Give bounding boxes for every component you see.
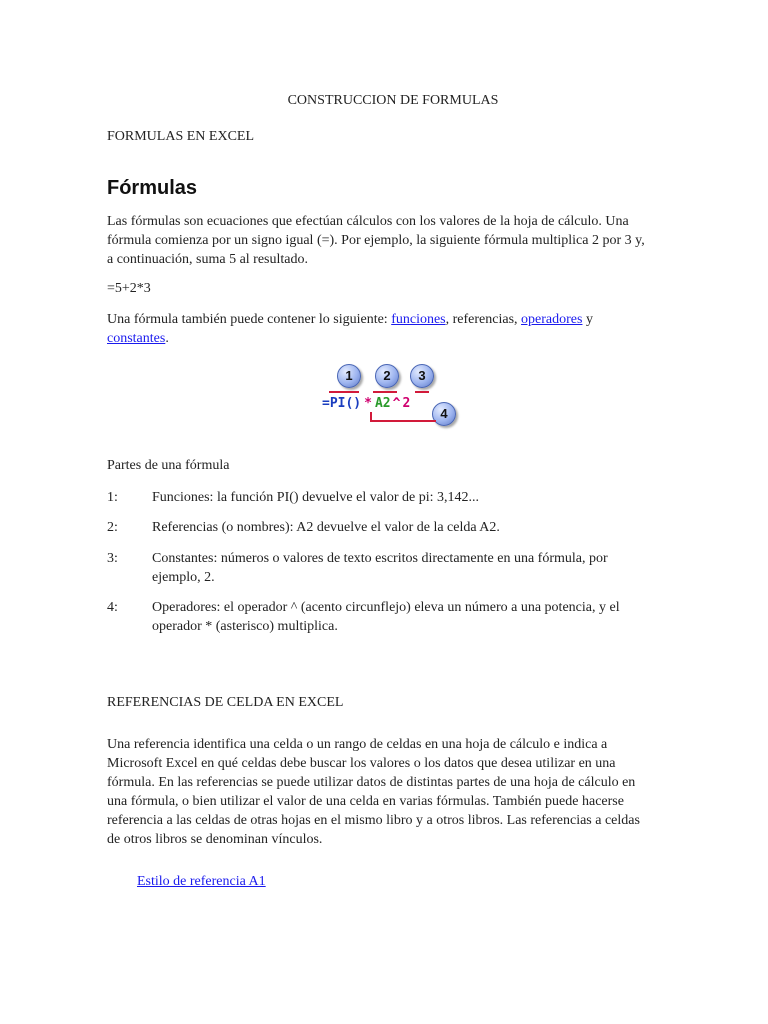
- part-number-1: 1:: [107, 490, 118, 505]
- formula-ref: A2: [374, 396, 391, 411]
- ref-underline: [373, 391, 397, 393]
- pi-underline: [329, 391, 359, 393]
- contains-sep2: y: [582, 312, 593, 327]
- part-text-2: Referencias (o nombres): A2 devuelve el valor de la celda A2.: [152, 520, 500, 535]
- formula-const: 2: [402, 396, 411, 411]
- formulas-intro: Las fórmulas son ecuaciones que efectúan cálculos con los valores de la hoja de cálculo. Una fórmula comienza por un signo igual (=). Por ejemplo, la siguiente fórmula multiplica 2 por 3 y, a continuación, suma 5 al resultado.: [107, 214, 645, 267]
- part-text-4: Operadores: el operador ^ (acento circunflejo) eleva un número a una potencia, y el operador * (asterisco) multiplica.: [152, 600, 620, 634]
- page-title: CONSTRUCCION DE FORMULAS: [287, 93, 499, 108]
- constantes-link[interactable]: constantes: [107, 331, 166, 346]
- marker-2: 2: [375, 364, 399, 388]
- parts-heading: Partes de una fórmula: [107, 458, 230, 473]
- operator-bracket: [370, 412, 436, 422]
- part-number-2: 2:: [107, 520, 118, 535]
- formula-equals: =: [322, 396, 330, 411]
- formula-pi: PI(): [329, 396, 362, 411]
- formula-parts-diagram: [315, 362, 465, 432]
- marker-4: 4: [432, 402, 456, 426]
- references-body: Una referencia identifica una celda o un rango de celdas en una hoja de cálculo e indica a Microsoft Excel en qué celdas debe buscar los valores o los datos que desea utilizar en una fórmula. En las referencias se puede utilizar datos de distintas partes de una hoja de cálculo en una fórmula, o bien utilizar el valor de una celda en varias fórmulas. También puede hacerse referencia a las celdas de otras hojas en el mismo libro y a otros libros. Las referencias a celdas de otros libros se denominan vínculos.: [107, 737, 640, 847]
- funciones-link[interactable]: funciones: [391, 312, 446, 327]
- part-text-1: Funciones: la función PI() devuelve el valor de pi: 3,142...: [152, 490, 479, 505]
- estilo-referencia-a1-link[interactable]: Estilo de referencia A1: [137, 874, 266, 889]
- marker-3: 3: [410, 364, 434, 388]
- part-number-3: 3:: [107, 551, 118, 566]
- marker-1: 1: [337, 364, 361, 388]
- formula-pow: ^: [392, 396, 401, 411]
- contains-prefix: Una fórmula también puede contener lo siguiente:: [107, 312, 392, 327]
- const-underline: [415, 391, 429, 393]
- contains-sep1: , referencias,: [445, 312, 522, 327]
- contains-end: .: [165, 331, 169, 346]
- part-number-4: 4:: [107, 600, 118, 615]
- part-text-3: Constantes: números o valores de texto escritos directamente en una fórmula, por ejemplo, 2.: [152, 551, 608, 585]
- formulas-heading: Fórmulas: [107, 177, 198, 199]
- formula-example: =5+2*3: [107, 281, 151, 296]
- formula-mult: *: [364, 396, 372, 411]
- formula-expression: [322, 396, 410, 411]
- section-subtitle: FORMULAS EN EXCEL: [107, 129, 255, 144]
- formula-contains-paragraph: [107, 310, 652, 348]
- operadores-link[interactable]: operadores: [521, 312, 583, 327]
- references-heading: REFERENCIAS DE CELDA EN EXCEL: [107, 695, 344, 710]
